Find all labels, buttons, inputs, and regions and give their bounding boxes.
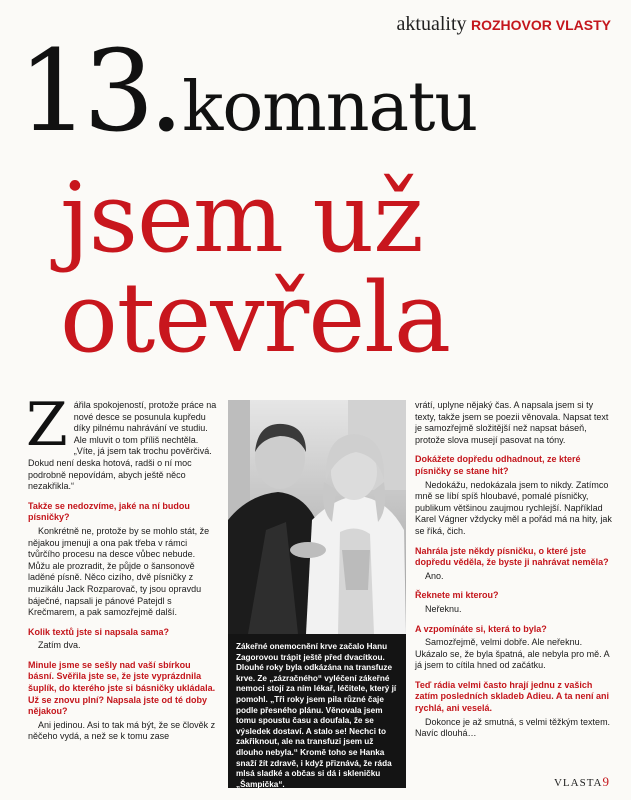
interview-question: Teď rádia velmi často hrají jednu z vašich zatím posledních skladeb Adieu. A ta není ani rychlá, ani veselá. (415, 679, 610, 714)
interview-question: Dokážete dopředu odhadnout, ze které písničky se stane hit? (415, 454, 581, 476)
page-number: 9 (602, 774, 609, 789)
interview-question: Nahrála jste někdy písničku, o které jste dopředu věděla, že byste ji nahrávat neměla? (415, 545, 609, 568)
interview-answer: Konkrétně ne, protože by se mohlo stát, že nějakou jmenuji a ona pak třeba v rámci tvůrčího procesu na desce vůbec nebude. Můžu ale prozradit, že půjde o šansonově laděné písně. Něco cizího, dvě písničky z muzikálu Jack Rozparovač, ty jsou opravdu báječné, napsali je pánové Patejdl s Krečmarem, a pak samozřejmě další. (28, 525, 210, 618)
interview-answer: Zatím dva. (38, 640, 81, 651)
article-column-right (415, 400, 615, 742)
interview-question: Řeknete mi kterou? (415, 590, 499, 601)
photo-illustration (228, 400, 406, 634)
headline-line-3: otevřela (60, 262, 451, 374)
magazine-name: VLASTA (553, 777, 603, 789)
interview-answer: Nedokážu, nedokázala jsem to nikdy. Zatímco mně se líbí spíš hloubavé, pomalé písničky, publikum většinou zaujmou rychlejší. Například Karel Vágner vždycky měl a pořád má na hity, jak se říká, čich. (415, 479, 612, 536)
subsection-label: ROZHOVOR VLASTY (470, 17, 611, 33)
interview-question: Takže se nedozvíme, jaké na ní budou písničky? (28, 500, 190, 523)
section-header (397, 13, 611, 36)
interview-photo (228, 400, 406, 634)
answer-continuation: vrátí, uplyne nějaký čas. A napsala jsem si ty texty, takže jsem se poezii věnovala. Napsat text je samozřejmě složitější než napsat báseň, protože slova musejí pasovat na tóny. (415, 400, 609, 445)
drop-cap: Z (26, 390, 68, 460)
intro-paragraph (26, 390, 218, 493)
intro-text: ářila spokojeností, protože práce na nové desce se posunula kupředu díky pilnému nahrávání ve studiu. Ale mluvit o tom příliš nechtěla. „Víte, já jsem tak trochu pověrčivá. Dokud není deska hotová, radši o ní moc podrobně nepovídám, abych ještě něco nezakřikla.“ (28, 400, 217, 492)
interview-answer: Samozřejmě, velmi dobře. Ale neřeknu. Ukázalo se, že byla špatná, ale nebyla pro mě. A já jsem to cítila hned od začátku. (415, 637, 610, 671)
article-column-left (26, 390, 218, 745)
photo-caption: Zákeřné onemocnění krve začalo Hanu Zagorovou trápit ještě před dvacítkou. Dlouhé roky byla odkázána na transfuze krve. Ze „zázračného“ vyléčení zákeřné nemoci stojí za ním lékař, léčitele, který jí pomohl. „Tři roky jsem pila různé čaje podle přesného plánu. Věnovala jsem tomu spoustu času a doufala, že se výsledek dostaví. A stalo se! Nechci to zakřiknout, ale na transfuzi jsem už dlouho nebyla.“ Kromě toho se Hanka snaží žít zdravě, i když přiznává, že ráda mlsá sladké a občas si dá i skleničku „Šampička“. (228, 634, 406, 788)
headline-word: komnatu (182, 68, 478, 147)
page-footer (554, 774, 609, 790)
interview-answer: Ani jedinou. Asi to tak má být, že se člověk z něčeho vydá, a než se k tomu zase (28, 719, 216, 742)
interview-question: Minule jsme se sešly nad vaší sbírkou básní. Svěřila jste se, že jste vyprázdnila šuplík, do kterého jste si básničky ukládala. Už se znovu plní? Napsala jste od té doby nějakou? (28, 659, 216, 717)
interview-question: A vzpomínáte si, která to byla? (415, 623, 547, 634)
interview-answer: Neřeknu. (425, 603, 462, 614)
interview-answer: Ano. (425, 570, 444, 581)
headline-number: 13. (18, 27, 179, 157)
section-label: aktuality (396, 13, 467, 35)
interview-question: Kolik textů jste si napsala sama? (28, 626, 170, 637)
headline-line-2: jsem už (60, 162, 423, 274)
headline-line-1 (18, 27, 478, 157)
left-body (28, 501, 218, 743)
interview-answer: Dokonce je až smutná, s velmi těžkým textem. Navíc dlouhá… (415, 716, 611, 739)
